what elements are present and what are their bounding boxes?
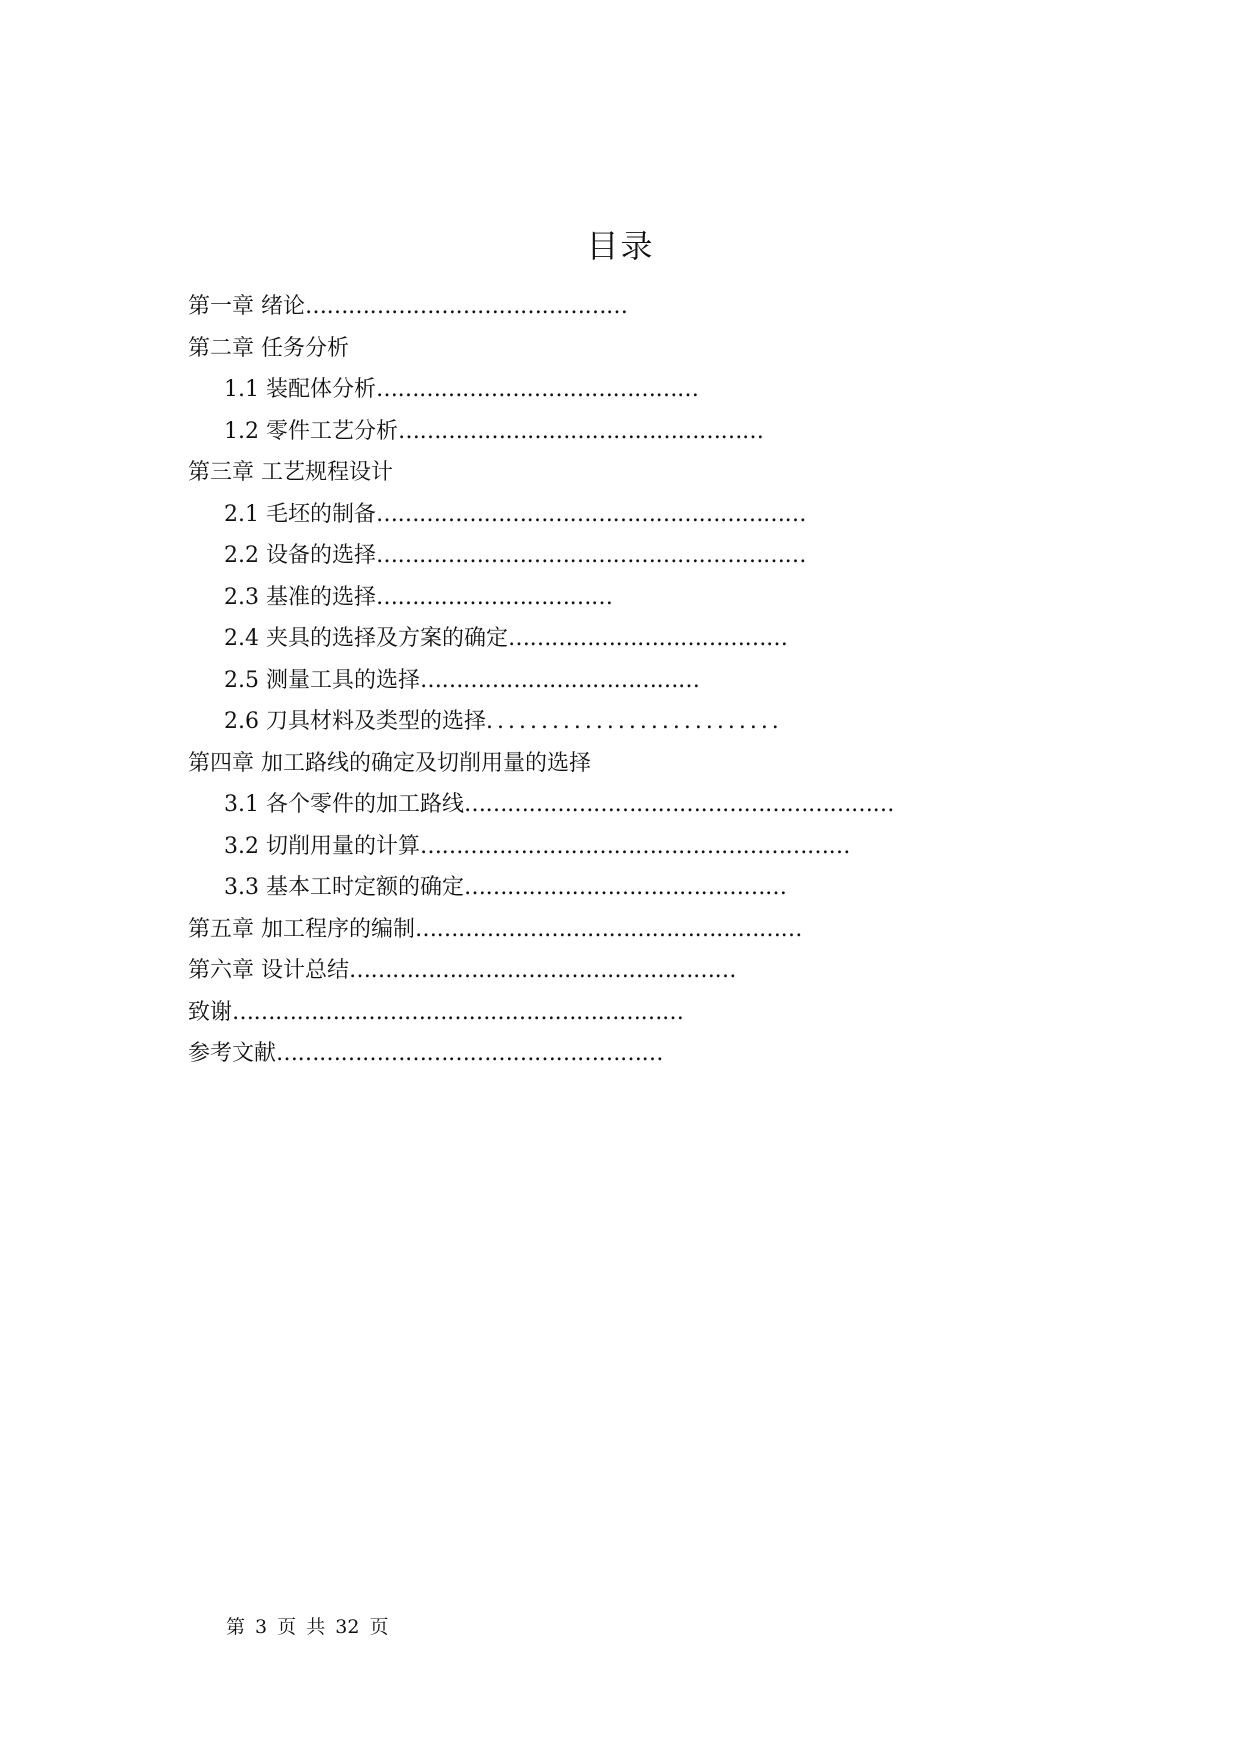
toc-dot-leader: ………………………………………………………	[232, 999, 684, 1025]
toc-entry-label: 第一章 绪论	[188, 294, 305, 319]
toc-entry-label: 3.1 各个零件的加工路线	[224, 792, 464, 817]
toc-entry-label: 2.1 毛坯的制备	[224, 501, 376, 527]
toc-chapter-entry[interactable]	[188, 743, 1088, 785]
toc-dot-leader: ………………………………………………	[415, 916, 802, 942]
toc-entry-label: 第四章 加工路线的确定及切削用量的选择	[188, 750, 591, 776]
table-of-contents	[188, 286, 1088, 1075]
toc-section-entry[interactable]	[188, 577, 1088, 619]
toc-chapter-entry[interactable]	[188, 950, 1088, 992]
toc-section-entry[interactable]	[188, 618, 1088, 660]
toc-dot-leader: ...........................	[485, 709, 783, 734]
toc-section-entry[interactable]	[188, 867, 1088, 909]
toc-entry-label: 3.3 基本工时定额的确定	[224, 875, 464, 900]
toc-entry-label: 2.3 基准的选择	[224, 584, 376, 610]
toc-section-entry[interactable]	[188, 701, 1088, 743]
toc-section-entry[interactable]	[188, 369, 1088, 411]
toc-chapter-entry[interactable]	[188, 328, 1088, 370]
toc-dot-leader: ……………………………………………………	[419, 833, 850, 859]
toc-entry-label: 致谢	[188, 999, 233, 1025]
page-number-footer: 第 3 页 共 32 页	[226, 1616, 389, 1638]
toc-dot-leader: ……………………………………………………	[463, 792, 894, 817]
toc-chapter-entry[interactable]	[188, 452, 1088, 494]
toc-dot-leader: ………………………………………………	[349, 958, 736, 983]
toc-dot-leader: ………………………………………	[463, 875, 787, 900]
toc-entry-label: 3.2 切削用量的计算	[224, 833, 420, 859]
toc-dot-leader: ………………………………………	[375, 377, 699, 402]
toc-section-entry[interactable]	[188, 411, 1088, 453]
page-title: 目录	[586, 227, 655, 265]
toc-dot-leader: …………………………………	[419, 667, 700, 693]
toc-entry-label: 参考文献	[188, 1041, 277, 1066]
toc-entry-label: 2.4 夹具的选择及方案的确定	[224, 626, 508, 651]
toc-chapter-entry[interactable]	[188, 286, 1088, 328]
toc-section-entry[interactable]	[188, 535, 1088, 577]
toc-section-entry[interactable]	[188, 494, 1088, 536]
toc-chapter-entry[interactable]	[188, 909, 1088, 951]
toc-dot-leader: ……………………………………………	[397, 418, 764, 444]
toc-dot-leader: ……………………………………………………	[375, 501, 806, 527]
toc-entry-label: 2.6 刀具材料及类型的选择	[224, 709, 486, 734]
toc-chapter-entry[interactable]	[188, 992, 1088, 1034]
toc-entry-label: 2.5 测量工具的选择	[224, 667, 420, 693]
toc-section-entry[interactable]	[188, 660, 1088, 702]
toc-entry-label: 1.1 装配体分析	[224, 377, 376, 402]
toc-entry-label: 第二章 任务分析	[188, 335, 349, 361]
toc-dot-leader: ……………………………	[375, 584, 613, 610]
toc-dot-leader: ………………………………………………	[276, 1041, 664, 1066]
toc-entry-label: 2.2 设备的选择	[224, 543, 376, 568]
toc-dot-leader: ……………………………………………………	[375, 543, 806, 568]
toc-entry-label: 第三章 工艺规程设计	[188, 460, 393, 485]
toc-entry-label: 第六章 设计总结	[188, 958, 349, 983]
toc-dot-leader: …………………………………	[507, 626, 788, 651]
toc-entry-label: 第五章 加工程序的编制	[188, 916, 415, 942]
toc-entry-label: 1.2 零件工艺分析	[224, 418, 398, 444]
toc-section-entry[interactable]	[188, 826, 1088, 868]
toc-section-entry[interactable]	[188, 784, 1088, 826]
toc-chapter-entry[interactable]	[188, 1033, 1088, 1075]
toc-dot-leader: ………………………………………	[305, 294, 628, 319]
